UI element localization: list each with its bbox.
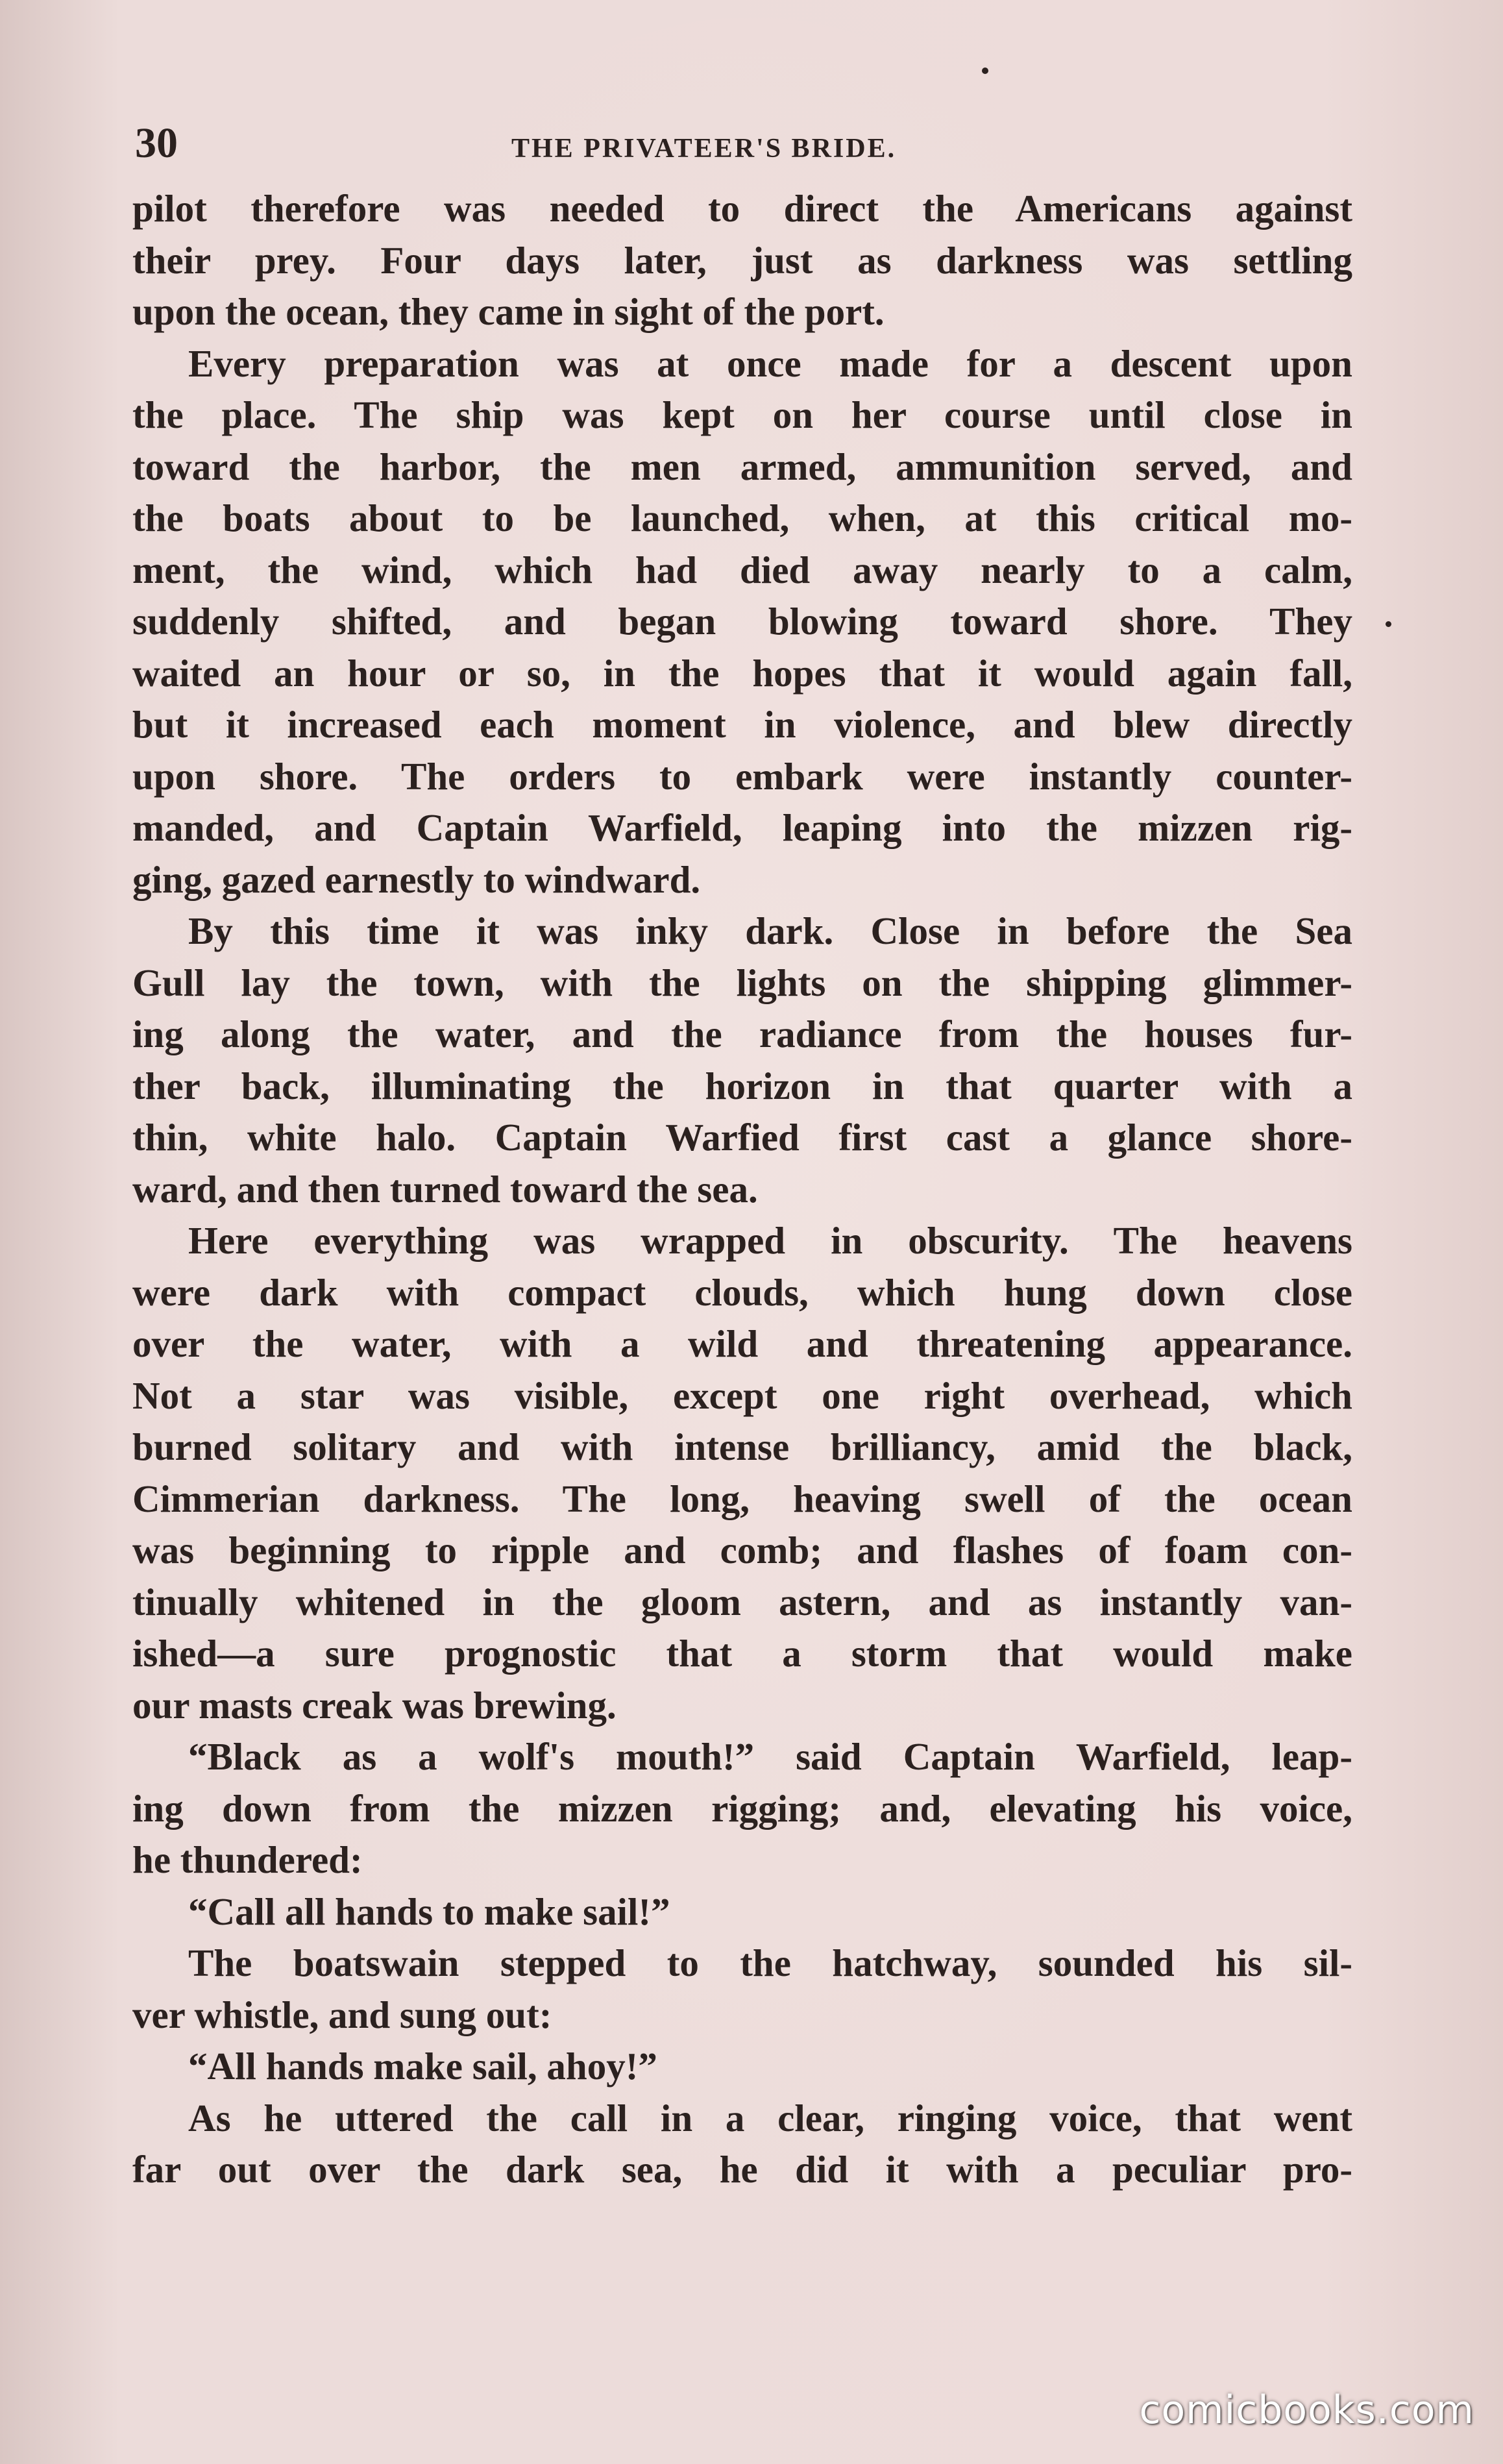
text-line: ward, and then turned toward the sea. — [132, 1167, 758, 1211]
text-line: he thundered: — [132, 1838, 363, 1881]
page-header — [135, 114, 1355, 173]
text-line: was beginning to ripple and comb; and flashes of foam con- — [132, 1529, 1352, 1571]
ink-speck — [982, 68, 988, 74]
text-line: thin, white halo. Captain Warfied first cast a glance shore- — [132, 1116, 1352, 1159]
text-line: but it increased each moment in violence, and blew directly — [132, 703, 1352, 746]
running-title: THE PRIVATEER'S BRIDE. — [511, 134, 897, 164]
text-line: ging, gazed earnestly to windward. — [132, 857, 701, 901]
text-line: were dark with compact clouds, which hung down close — [132, 1270, 1352, 1314]
text-line: “Call all hands to make sail!” — [188, 1890, 670, 1933]
text-line: their prey. Four days later, just as darkness was settling — [132, 238, 1352, 282]
text-line: Gull lay the town, with the lights on the shipping glimmer- — [132, 961, 1352, 1004]
body-text — [132, 183, 1352, 2196]
text-line: toward the harbor, the men armed, ammunition served, and — [132, 445, 1352, 488]
text-line: over the water, with a wild and threatening appearance. — [132, 1322, 1352, 1365]
text-line: burned solitary and with intense brilliancy, amid the black, — [132, 1425, 1352, 1468]
text-line: the place. The ship was kept on her course until close in — [132, 393, 1352, 436]
text-line: As he uttered the call in a clear, ringing voice, that went — [188, 2096, 1352, 2139]
text-line: far out over the dark sea, he did it with a peculiar pro- — [132, 2148, 1352, 2191]
text-line: “Black as a wolf's mouth!” said Captain Warfield, leap- — [188, 1735, 1352, 1778]
text-line: Cimmerian darkness. The long, heaving swell of the ocean — [132, 1477, 1352, 1520]
text-line: upon the ocean, they came in sight of the port. — [132, 290, 885, 333]
text-line: “All hands make sail, ahoy!” — [188, 2045, 657, 2088]
text-line: By this time it was inky dark. Close in before the Sea — [188, 909, 1352, 952]
text-line: pilot therefore was needed to direct the Americans against — [132, 187, 1352, 230]
text-line: suddenly shifted, and began blowing toward shore. They — [132, 600, 1352, 643]
page-number: 30 — [135, 119, 178, 167]
text-line: Every preparation was at once made for a descent upon — [188, 341, 1352, 385]
text-line: Here everything was wrapped in obscurity. The heavens — [188, 1219, 1352, 1262]
text-line: tinually whitened in the gloom astern, and as instantly van- — [132, 1580, 1352, 1623]
text-line: ing down from the mizzen rigging; and, elevating his voice, — [132, 1786, 1352, 1830]
text-line: waited an hour or so, in the hopes that it would again fall, — [132, 651, 1352, 695]
text-line: the boats about to be launched, when, at this critical mo- — [132, 497, 1352, 539]
text-line: The boatswain stepped to the hatchway, sounded his sil- — [188, 1941, 1352, 1984]
text-line: upon shore. The orders to embark were instantly counter- — [132, 754, 1352, 798]
watermark: comicbooks.com — [1139, 2387, 1474, 2433]
text-line: our masts creak was brewing. — [132, 1683, 617, 1727]
text-line: ished—a sure prognostic that a storm that would make — [132, 1632, 1352, 1675]
ink-speck — [1386, 621, 1391, 627]
text-line: ver whistle, and sung out: — [132, 1993, 552, 2036]
text-line: ment, the wind, which had died away nearly to a calm, — [132, 548, 1352, 591]
text-line: ther back, illuminating the horizon in that quarter with a — [132, 1064, 1352, 1107]
text-line: manded, and Captain Warfield, leaping into the mizzen rig- — [132, 806, 1352, 849]
text-line: Not a star was visible, except one right overhead, which — [132, 1374, 1352, 1417]
text-line: ing along the water, and the radiance from the houses fur- — [132, 1013, 1352, 1055]
